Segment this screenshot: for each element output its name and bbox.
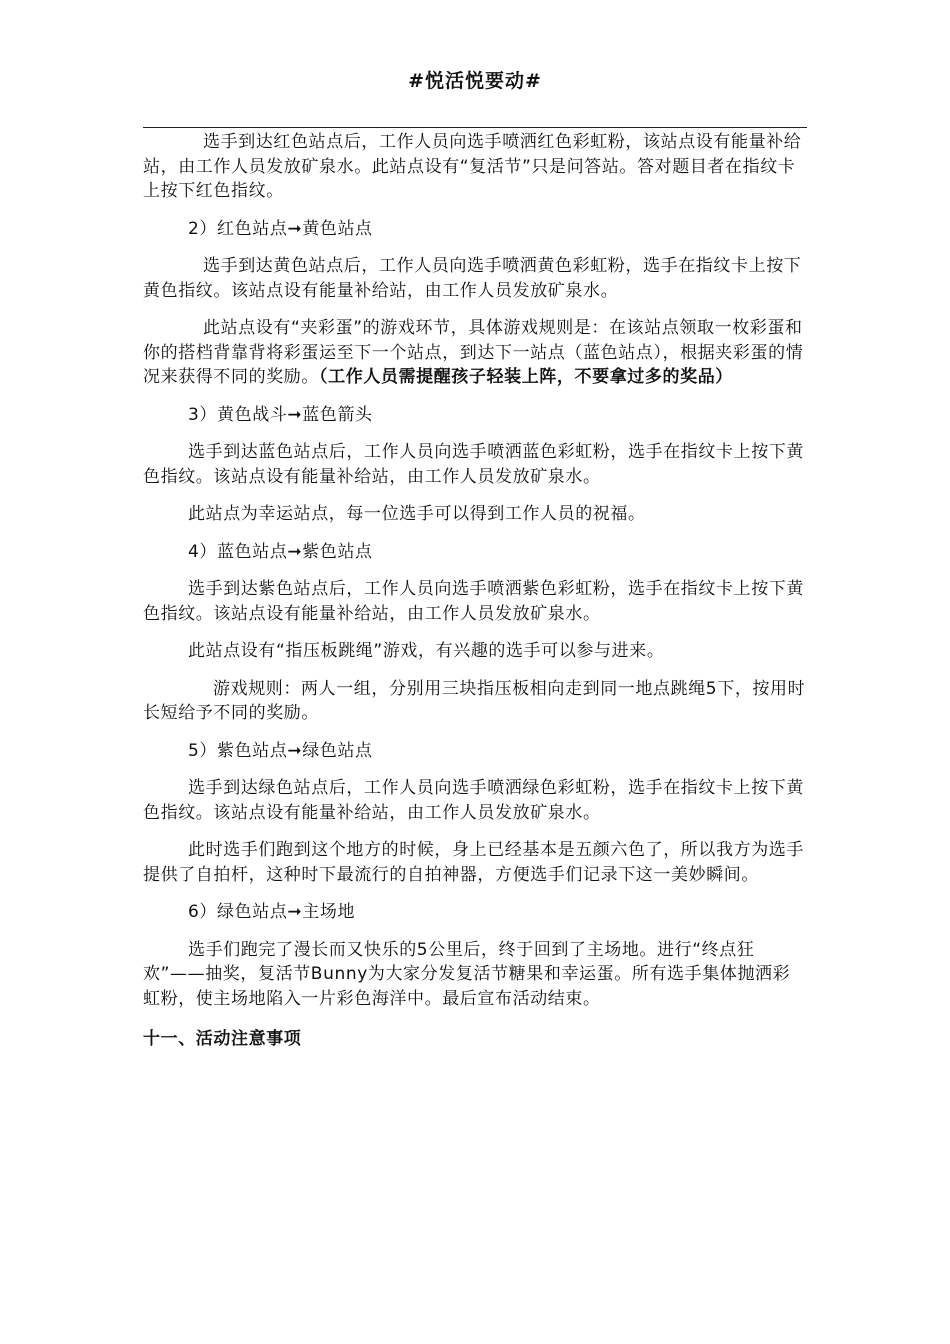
document-body (143, 130, 807, 1052)
paragraph-green-station: 选手到达绿色站点后，工作人员向选手喷洒绿色彩虹粉，选手在指纹卡上按下黄色指纹。该站点设有能量补给站，由工作人员发放矿泉水。 (143, 778, 804, 823)
staff-reminder: （工作人员需提醒孩子轻装上阵，不要拿过多的奖品） (319, 367, 733, 387)
paragraph-egg-game (143, 316, 807, 390)
step-3-heading: 3）黄色战斗➞蓝色箭头 (188, 404, 373, 425)
paragraph-lucky-station: 此站点为幸运站点，每一位选手可以得到工作人员的祝福。 (188, 504, 646, 524)
paragraph-selfie-stick: 此时选手们跑到这个地方的时候，身上已经基本是五颜六色了，所以我方为选手提供了自拍杆，这种时下最流行的自拍神器，方便选手们记录下这一美妙瞬间。 (143, 840, 804, 885)
header-rule (143, 127, 807, 128)
paragraph-yellow-station: 选手到达黄色站点后，工作人员向选手喷洒黄色彩虹粉，选手在指纹卡上按下黄色指纹。该站点设有能量补给站，由工作人员发放矿泉水。 (143, 256, 802, 301)
step-2-heading: 2）红色站点➞黄色站点 (188, 218, 373, 239)
egg-game-rules: 此站点设有“夹彩蛋”的游戏环节，具体游戏规则是：在该站点领取一枚彩蛋和你的搭档背靠背将彩蛋运至下一个站点，到达下一站点（蓝色站点），根据夹彩蛋的情况来获得不同的奖励。 (143, 318, 804, 387)
step-6-heading: 6）绿色站点➞主场地 (188, 902, 356, 922)
step-4-heading: 4）蓝色站点➞紫色站点 (188, 541, 373, 562)
page-header: #悦活悦要动# (408, 70, 542, 92)
paragraph-purple-station: 选手到达紫色站点后，工作人员向选手喷洒紫色彩虹粉，选手在指纹卡上按下黄色指纹。该站点设有能量补给站，由工作人员发放矿泉水。 (143, 579, 804, 624)
paragraph-game-rules: 游戏规则：两人一组，分别用三块指压板相向走到同一地点跳绳5下，按用时长短给予不同的奖励。 (143, 678, 806, 723)
paragraph-blue-station: 选手到达蓝色站点后，工作人员向选手喷洒蓝色彩虹粉，选手在指纹卡上按下黄色指纹。该站点设有能量补给站，由工作人员发放矿泉水。 (143, 442, 804, 487)
paragraph-finish: 选手们跑完了漫长而又快乐的5公里后，终于回到了主场地。进行“终点狂欢”——抽奖，复活节Bunny为大家分发复活节糖果和幸运蛋。所有选手集体抛洒彩虹粉，使主场地陷入一片彩色海洋中。最后宣布活动结束。 (143, 939, 791, 1009)
step-5-heading: 5）紫色站点➞绿色站点 (188, 740, 373, 761)
paragraph-red-station: 选手到达红色站点后，工作人员向选手喷洒红色彩虹粉，该站点设有能量补给站，由工作人员发放矿泉水。此站点设有“复活节”只是问答站。答对题目者在指纹卡上按下红色指纹。 (143, 132, 802, 201)
section-heading-notes: 十一、活动注意事项 (143, 1029, 302, 1049)
paragraph-jump-rope-game: 此站点设有“指压板跳绳”游戏，有兴趣的选手可以参与进来。 (188, 641, 665, 661)
